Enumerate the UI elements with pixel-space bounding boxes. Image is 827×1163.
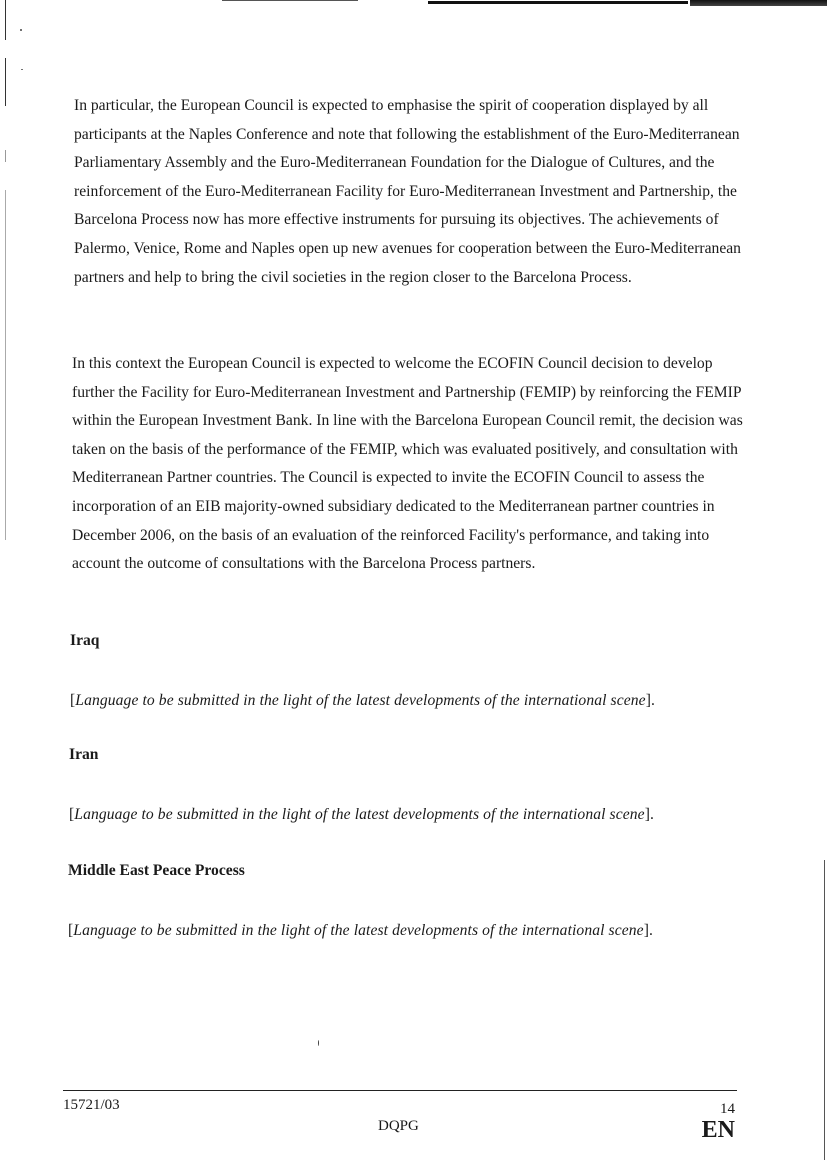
section-note-middle-east-peace-process	[68, 922, 653, 940]
scan-artifact-top-3	[690, 0, 827, 6]
note-open-bracket: [	[70, 692, 76, 709]
scan-artifact-top-2	[428, 1, 688, 4]
note-text: Language to be submitted in the light of the latest developments of the international scene	[73, 922, 644, 939]
note-close-bracket: ].	[643, 922, 653, 939]
note-open-bracket: [	[69, 806, 75, 823]
section-heading-iran: Iran	[69, 746, 99, 763]
section-note-iraq	[70, 692, 655, 710]
section-note-iran	[69, 806, 654, 824]
scan-artifact-left-1	[5, 0, 6, 40]
scan-artifact-left-4	[5, 190, 6, 540]
note-close-bracket: ].	[645, 692, 655, 709]
section-heading-middle-east-peace-process: Middle East Peace Process	[68, 862, 245, 879]
body-paragraph-1: In particular, the European Council is expected to emphasise the spirit of cooperation displayed by all participants at the Naples Conference and note that following the establishment of the Euro-Mediterranean Parliamentary Assembly and the Euro-Mediterranean Foundation for the Dialogue of Cultures, and the reinforcement of the Euro-Mediterranean Facility for Euro-Mediterranean Investment and Partnership, the Barcelona Process now has more effective instruments for pursuing its objectives. The achievements of Palermo, Venice, Rome and Naples open up new avenues for cooperation between the Euro-Mediterranean partners and help to bring the civil societies in the region closer to the Barcelona Process.	[74, 97, 741, 286]
scan-artifact-right	[824, 860, 825, 1160]
note-open-bracket: [	[68, 922, 74, 939]
note-close-bracket: ].	[644, 806, 654, 823]
scan-artifact-left-3	[5, 150, 6, 162]
scan-speck	[318, 1040, 319, 1046]
footer-language: EN	[701, 1117, 735, 1143]
footer-document-ref: 15721/03	[63, 1097, 120, 1113]
scan-speck	[21, 69, 23, 70]
footer-page-number: 14	[720, 1101, 735, 1117]
scan-artifact-top-1	[222, 0, 358, 1]
scan-artifact-left-2	[5, 58, 6, 106]
scan-speck	[20, 29, 22, 31]
footer-unit: DQPG	[378, 1118, 419, 1134]
body-paragraph-2: In this context the European Council is expected to welcome the ECOFIN Council decision to develop further the Facility for Euro-Mediterranean Investment and Partnership (FEMIP) by reinforcing the FEMIP within the European Investment Bank. In line with the Barcelona European Council remit, the decision was taken on the basis of the performance of the FEMIP, which was evaluated positively, and consultation with Mediterranean Partner countries. The Council is expected to invite the ECOFIN Council to assess the incorporation of an EIB majority-owned subsidiary dedicated to the Mediterranean partner countries in December 2006, on the basis of an evaluation of the reinforced Facility's performance, and taking into account the outcome of consultations with the Barcelona Process partners.	[72, 355, 743, 573]
note-text: Language to be submitted in the light of the latest developments of the international scene	[74, 806, 645, 823]
footer-rule	[63, 1090, 737, 1091]
note-text: Language to be submitted in the light of the latest developments of the international scene	[75, 692, 646, 709]
section-heading-iraq: Iraq	[70, 632, 100, 649]
